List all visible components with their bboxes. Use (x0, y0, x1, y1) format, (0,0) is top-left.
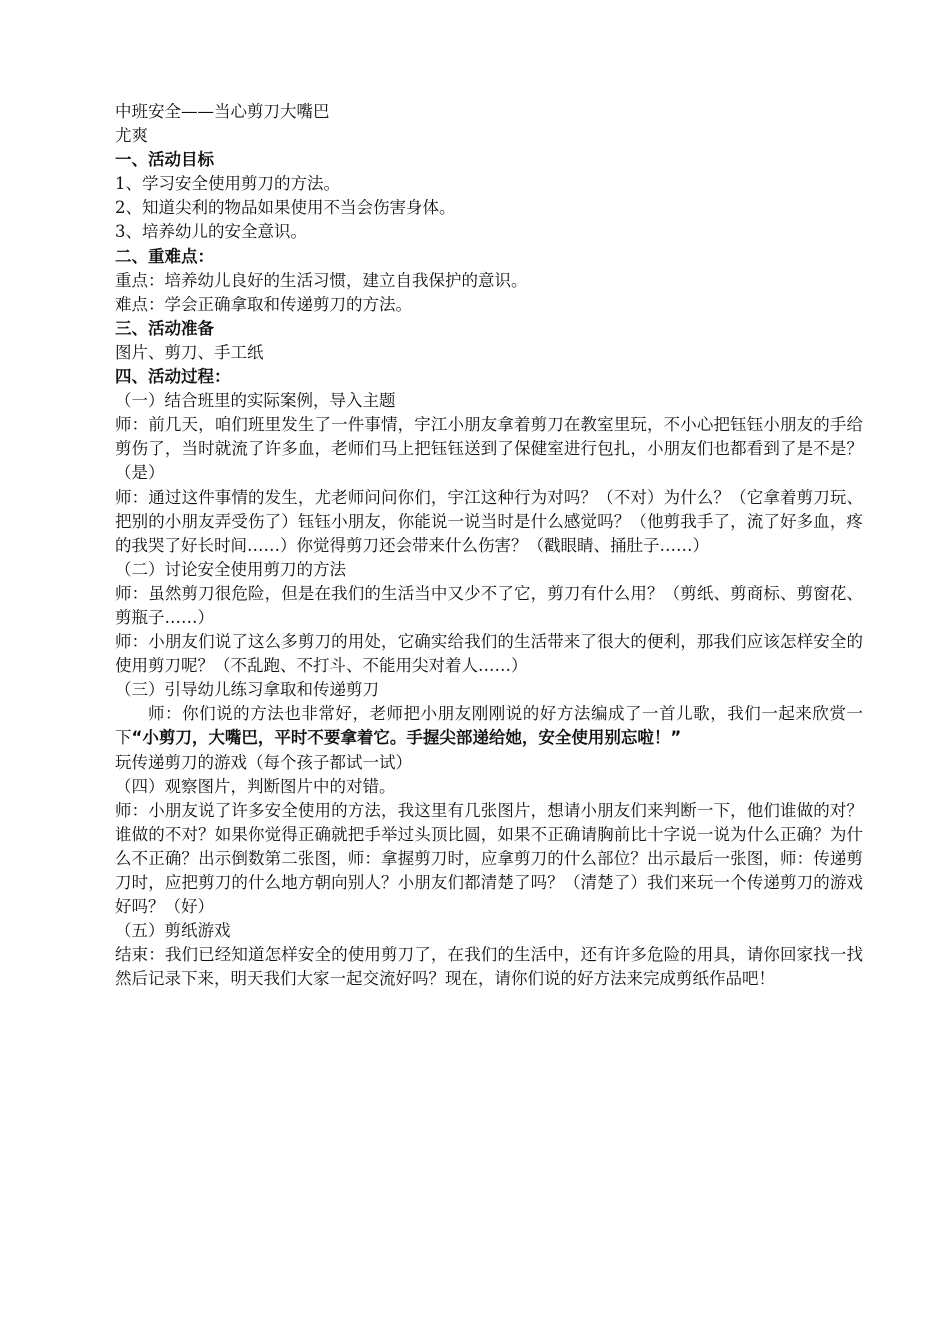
step-title: （二）讨论安全使用剪刀的方法 (115, 559, 346, 579)
goal-item: 1、学习安全使用剪刀的方法。 (115, 174, 340, 194)
step-paragraph: 师：小朋友们说了这么多剪刀的用处，它确实给我们的生活带来了很大的便利，那我们应该怎样安全的使用剪刀呢？（不乱跑、不打斗、不能用尖对着人……） (115, 632, 863, 676)
section-heading-process: 四、活动过程： (115, 367, 231, 387)
step-title: （一）结合班里的实际案例，导入主题 (115, 391, 396, 411)
section-heading-preparation: 三、活动准备 (115, 318, 214, 338)
step-paragraph: 玩传递剪刀的游戏（每个孩子都试一试） (115, 752, 412, 772)
children-rhyme: “小剪刀，大嘴巴，平时不要拿着它。手握尖部递给她，安全使用别忘啦！” (131, 728, 682, 748)
materials-text: 图片、剪刀、手工纸 (115, 342, 264, 362)
section-heading-goals: 一、活动目标 (115, 150, 214, 170)
step-paragraph (115, 702, 863, 750)
step-title: （五）剪纸游戏 (115, 921, 231, 941)
step-title: （四）观察图片，判断图片中的对错。 (115, 776, 396, 796)
document-author: 尤爽 (115, 126, 148, 146)
step-paragraph: 结束：我们已经知道怎样安全的使用剪刀了，在我们的生活中，还有许多危险的用具，请你回家找一找然后记录下来，明天我们大家一起交流好吗？现在，请你们说的好方法来完成剪纸作品吧！ (115, 945, 863, 989)
step-paragraph: 师：虽然剪刀很危险，但是在我们的生活当中又少不了它，剪刀有什么用？（剪纸、剪商标、剪窗花、剪瓶子……） (115, 583, 863, 627)
step-title: （三）引导幼儿练习拿取和传递剪刀 (115, 680, 379, 700)
goal-item: 3、培养幼儿的安全意识。 (115, 222, 307, 242)
step-paragraph-text: 师：你们说的方法也非常好，老师把小朋友刚刚说的好方法编成了一首儿歌，我们一起来欣赏一下 (115, 704, 863, 748)
key-point-text: 重点：培养幼儿良好的生活习惯，建立自我保护的意识。 (115, 270, 528, 290)
step-paragraph: 师：前几天，咱们班里发生了一件事情，宇江小朋友拿着剪刀在教室里玩，不小心把钰钰小朋友的手给剪伤了，当时就流了许多血，老师们马上把钰钰送到了保健室进行包扎，小朋友们也都看到了是不是？（是） (115, 415, 863, 483)
section-heading-key-points: 二、重难点： (115, 246, 214, 266)
step-paragraph: 师：通过这件事情的发生，尤老师问问你们，宇江这种行为对吗？（不对）为什么？（它拿着剪刀玩、把别的小朋友弄受伤了）钰钰小朋友，你能说一说当时是什么感觉吗？（他剪我手了，流了好多血，疼的我哭了好长时间……）你觉得剪刀还会带来什么伤害？（戳眼睛、捅肚子……） (115, 487, 863, 555)
goal-item: 2、知道尖利的物品如果使用不当会伤害身体。 (115, 198, 456, 218)
document-title: 中班安全——当心剪刀大嘴巴 (115, 102, 330, 121)
document-page (115, 100, 863, 991)
step-paragraph: 师：小朋友说了许多安全使用的方法，我这里有几张图片，想请小朋友们来判断一下，他们谁做的对？谁做的不对？如果你觉得正确就把手举过头顶比圆，如果不正确请胸前比十字说一说为什么正确？为什么不正确？出示倒数第二张图，师：拿握剪刀时，应拿剪刀的什么部位？出示最后一张图，师：传递剪刀时，应把剪刀的什么地方朝向别人？小朋友们都清楚了吗？（清楚了）我们来玩一个传递剪刀的游戏好吗？（好） (115, 800, 863, 917)
difficult-point-text: 难点：学会正确拿取和传递剪刀的方法。 (115, 294, 412, 314)
